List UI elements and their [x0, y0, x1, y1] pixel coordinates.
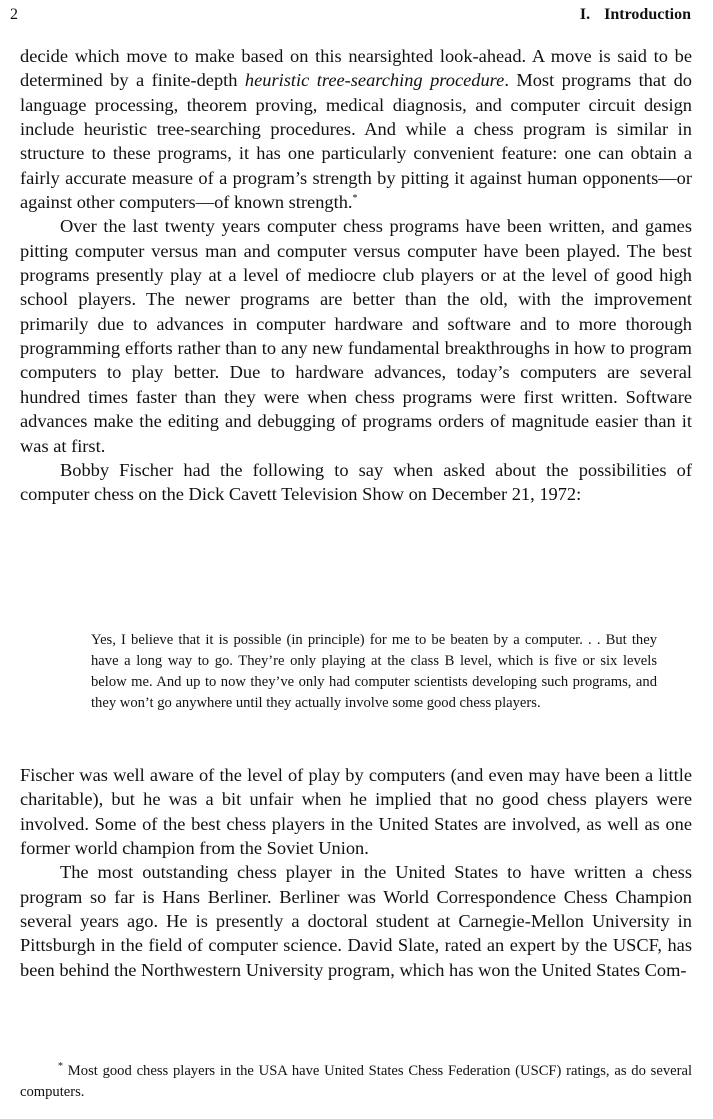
paragraph-5: The most outstanding chess player in the United States to have written a chess program so far is Hans Berliner. Berliner was World Correspondence Chess Champion several years ago. He is presently a doctoral student at Carnegie-Mellon University in Pittsburgh in the field of computer science. David Slate, rated an expert by the USCF, has been behind the Northwestern University program, which has won the United States Com-: [20, 862, 692, 980]
footnote: [20, 1061, 692, 1103]
page-header: [0, 6, 713, 30]
footnote-body: [20, 1061, 692, 1103]
paragraph-1-text-a: decide which move to make based on this nearsighted look-ahead. A move is said to be determined by a finite-depth: [20, 46, 692, 91]
footnote-text: Most good chess players in the USA have United States Chess Federation (USCF) ratings, as do several computers.: [20, 1063, 692, 1101]
block-quote: Yes, I believe that it is possible (in principle) for me to be beaten by a computer. . . But they have a long way to go. They’re only playing at the class B level, which is five or six levels below me. And up to now they’ve only had computer scientists developing such programs, and they won’t go anywhere until they actually involve some good chess players.: [91, 632, 657, 712]
paragraph-1-text-b: . Most programs that do language processing, theorem proving, medical diagnosis, and computer circuit design include heuristic tree-searching procedures. And while a chess program is similar in structure to these programs, it has one particularly convenient feature: one can obtain a fairly accurate measure of a program’s strength by pitting it against human opponents—or against other computers—of known strength.: [20, 70, 692, 213]
body-text-lower: [20, 763, 692, 982]
footnote-marker: *: [352, 192, 358, 204]
page-number: 2: [10, 6, 18, 23]
running-head: [580, 6, 691, 24]
section-title: Introduction: [604, 6, 691, 23]
paragraph-1: [20, 44, 692, 214]
paragraph-3: Bobby Fischer had the following to say when asked about the possibilities of computer chess on the Dick Cavett Television Show on December 21, 1972:: [20, 459, 692, 505]
paragraph-2: Over the last twenty years computer chess programs have been written, and games pitting computer versus man and computer versus computer have been played. The best programs presently play at a level of mediocre club players or at the level of good high school players. The newer programs are better than the old, with the improvement primarily due to advances in computer hardware and software and to more thorough programming efforts rather than to any new fundamental breakthroughs in how to program computers to play better. Due to hardware advances, today’s computers are several hundred times faster than they were when chess programs were first written. Software advances make the editing and debugging of programs orders of magnitude easier than it was at first.: [20, 216, 692, 456]
section-number: I.: [579, 6, 591, 23]
footnote-mark: *: [58, 1061, 63, 1073]
body-text-upper: [20, 44, 692, 507]
emphasis-term: heuristic tree-searching procedure: [244, 70, 505, 91]
paragraph-4: Fischer was well aware of the level of play by computers (and even may have been a little charitable), but he was a bit unfair when he implied that no good chess players were involved. Some of the best chess players in the United States are involved, as well as one former world champion from the Soviet Union.: [20, 765, 692, 859]
